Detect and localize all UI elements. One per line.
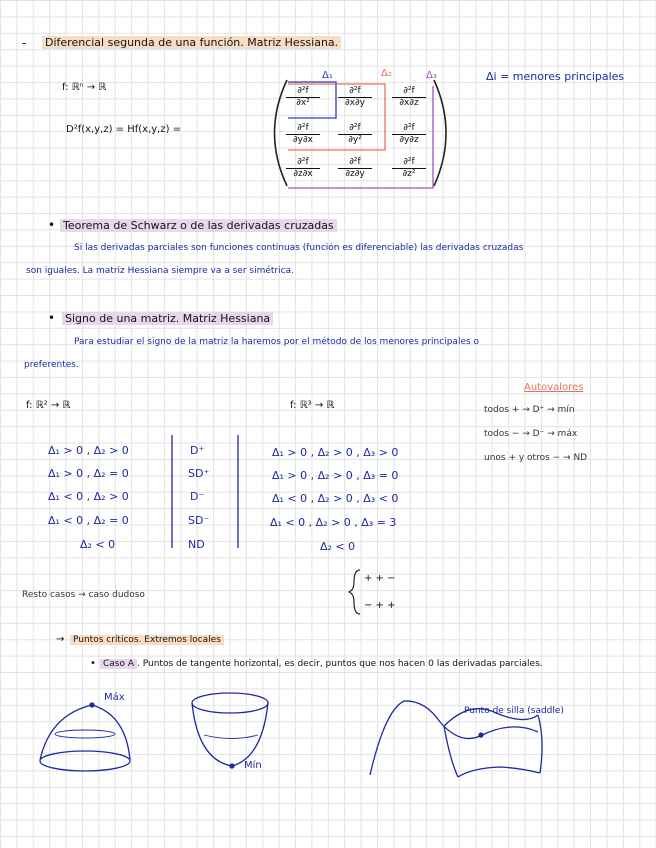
delta1-label: Δ₁ bbox=[322, 70, 333, 81]
max-label: Máx bbox=[104, 692, 125, 703]
page-title bbox=[42, 36, 341, 49]
hessian-entry: $\frac{\text{∂²f}}{\partial x\partial y}$ bbox=[338, 86, 372, 109]
table2-condition: Δ₁ < 0 , Δ₂ > 0 bbox=[48, 490, 129, 503]
eigen-title: Autovalores bbox=[524, 382, 584, 393]
schwarz-line-1: Si las derivadas parciales son funciones continuas (función es diferenciable) las derivadas cruzadas bbox=[74, 243, 524, 253]
matrix-right-paren bbox=[434, 80, 446, 186]
table3-condition: Δ₂ < 0 bbox=[320, 540, 356, 553]
delta2-label: Δ₂ bbox=[381, 68, 392, 79]
table2-condition: Δ₁ > 0 , Δ₂ = 0 bbox=[48, 467, 129, 480]
eigen-row: todos − → D⁻ → máx bbox=[484, 429, 578, 439]
hessian-entry: $\frac{\text{∂²f}}{\partial z\partial x}$ bbox=[286, 157, 320, 180]
max-sketch bbox=[40, 703, 130, 771]
table2-result: D⁺ bbox=[190, 444, 205, 457]
table2-result: SD⁻ bbox=[188, 514, 210, 527]
domain-map: f: ℝⁿ → ℝ bbox=[62, 82, 107, 93]
case-a-label: Caso A bbox=[100, 659, 137, 669]
page-title-text: Diferencial segunda de una función. Matriz Hessiana. bbox=[42, 36, 341, 49]
table2-result: ND bbox=[188, 538, 205, 551]
eigen-row: unos + y otros − → ND bbox=[484, 453, 588, 463]
case-a-text: . Puntos de tangente horizontal, es decir, puntos que nos hacen 0 las derivadas parciales. bbox=[137, 659, 543, 669]
hessian-formula: D²f(x,y,z) = Hf(x,y,z) = bbox=[66, 124, 182, 135]
hessian-entry: $\frac{\text{∂²f}}{\text{∂z²}}$ bbox=[392, 157, 426, 180]
schwarz-line-2: son iguales. La matriz Hessiana siempre va a ser simétrica. bbox=[26, 266, 294, 276]
hessian-entry: $\frac{\text{∂²f}}{\partial y\partial x}$ bbox=[286, 123, 320, 146]
table2-header: f: ℝ² → ℝ bbox=[26, 400, 71, 411]
hessian-entry: $\frac{\text{∂²f}}{\partial z\partial y}$ bbox=[338, 157, 372, 180]
principal-minors-definition: Δi = menores principales bbox=[486, 70, 625, 83]
critical-title bbox=[70, 635, 224, 645]
table3-header: f: ℝ³ → ℝ bbox=[290, 400, 335, 411]
table2-result: SD⁺ bbox=[188, 467, 210, 480]
sign-line-2: preferentes. bbox=[24, 360, 79, 370]
sign-title bbox=[62, 312, 273, 325]
table3-condition: Δ₁ > 0 , Δ₂ > 0 , Δ₃ > 0 bbox=[272, 446, 399, 459]
hessian-entry: $\frac{\text{∂²f}}{\partial x\partial z}$ bbox=[392, 86, 426, 109]
sign-bullet: • bbox=[48, 311, 56, 325]
resto-signs-row-2: − + + bbox=[364, 600, 396, 611]
schwarz-title-text: Teorema de Schwarz o de las derivadas cruzadas bbox=[60, 219, 337, 232]
resto-brace bbox=[349, 570, 360, 614]
sign-title-text: Signo de una matriz. Matriz Hessiana bbox=[62, 312, 273, 325]
critical-title-text: Puntos críticos. Extremos locales bbox=[70, 635, 224, 645]
table2-result: D⁻ bbox=[190, 490, 205, 503]
resto-text: Resto casos → caso dudoso bbox=[22, 590, 145, 600]
heading-bullet: - bbox=[22, 36, 27, 50]
table3-condition: Δ₁ < 0 , Δ₂ > 0 , Δ₃ < 0 bbox=[272, 492, 399, 505]
hessian-entry: $\frac{\text{∂²f}}{\partial y\partial z}$ bbox=[392, 123, 426, 146]
case-bullet: • bbox=[90, 658, 96, 669]
hessian-entry: $\frac{\text{∂²f}}{\text{∂x²}}$ bbox=[286, 86, 320, 109]
schwarz-bullet: • bbox=[48, 218, 56, 232]
table3-condition: Δ₁ < 0 , Δ₂ > 0 , Δ₃ = 3 bbox=[270, 516, 397, 529]
hessian-entry: $\frac{\text{∂²f}}{\text{∂y²}}$ bbox=[338, 123, 372, 146]
case-a-line bbox=[100, 659, 543, 669]
table2-condition: Δ₂ < 0 bbox=[80, 538, 116, 551]
resto-signs-row-1: + + − bbox=[364, 573, 396, 584]
schwarz-title bbox=[60, 219, 337, 232]
min-sketch bbox=[192, 693, 268, 768]
table2-condition: Δ₁ < 0 , Δ₂ = 0 bbox=[48, 514, 129, 527]
delta3-label: Δ₃ bbox=[426, 70, 437, 81]
critical-bullet: → bbox=[56, 634, 65, 645]
saddle-label: Punto de silla (saddle) bbox=[464, 706, 564, 716]
table2-condition: Δ₁ > 0 , Δ₂ > 0 bbox=[48, 444, 129, 457]
eigen-row: todos + → D⁺ → mín bbox=[484, 405, 575, 415]
sign-line-1: Para estudiar el signo de la matriz la haremos por el método de los menores principales o bbox=[74, 337, 480, 347]
table3-condition: Δ₁ > 0 , Δ₂ > 0 , Δ₃ = 0 bbox=[272, 469, 399, 482]
min-label: Mín bbox=[244, 760, 262, 771]
